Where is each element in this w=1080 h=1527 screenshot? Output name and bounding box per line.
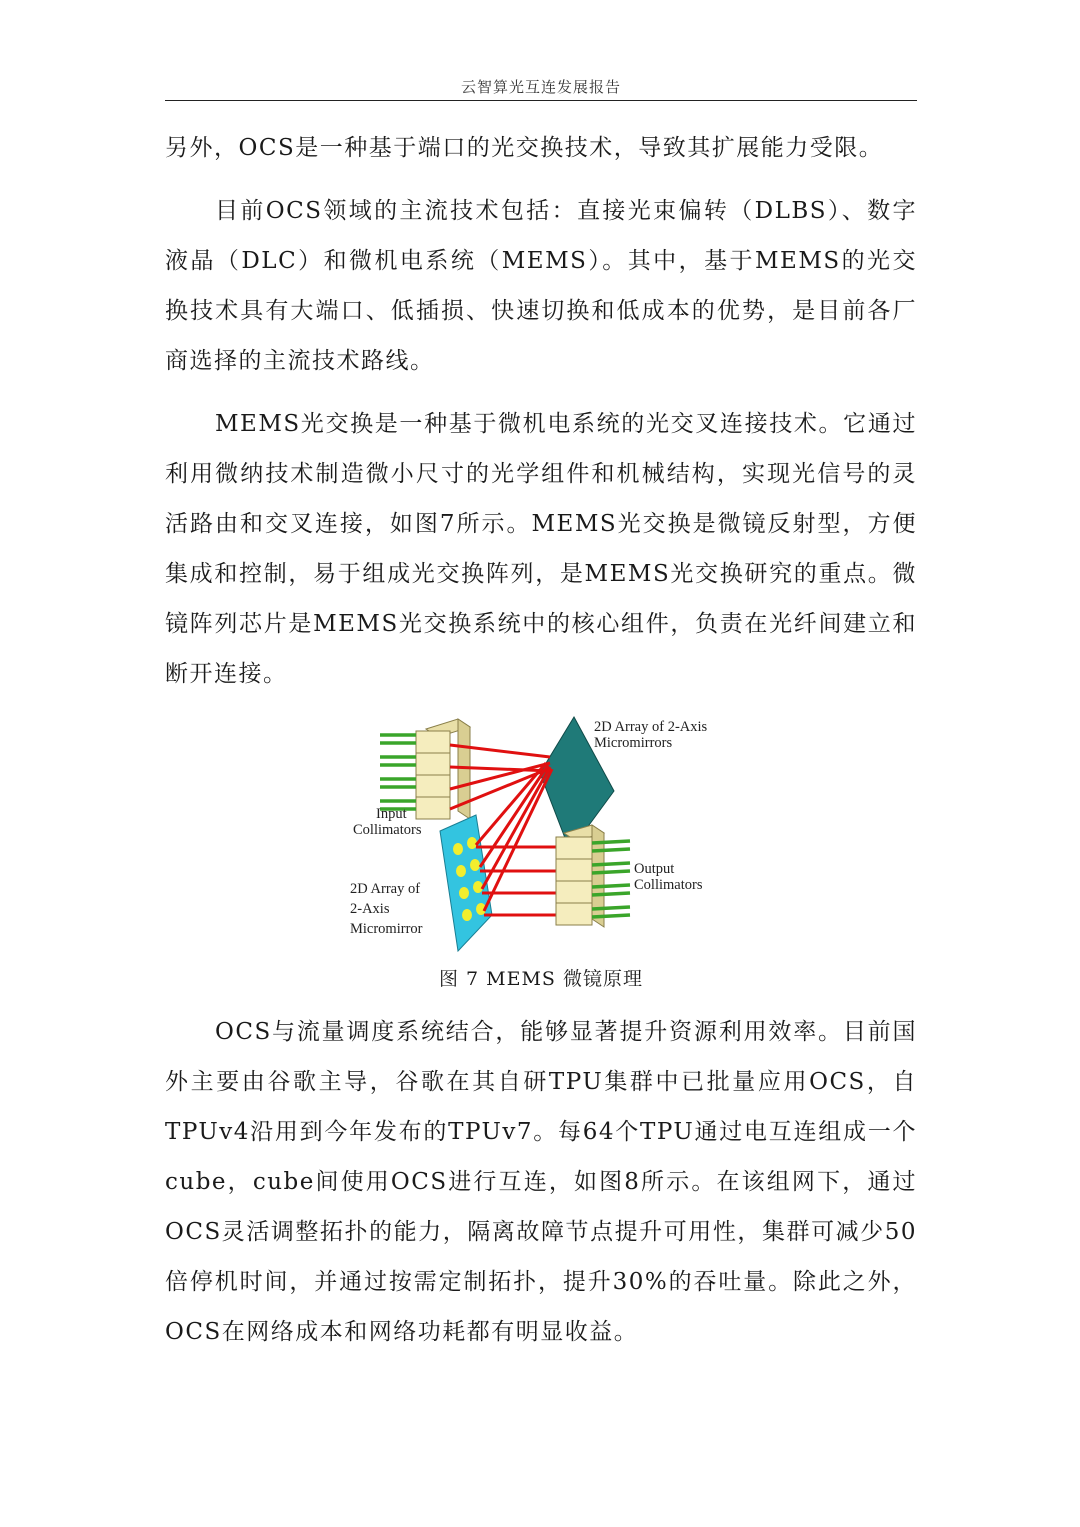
header-rule (165, 100, 917, 101)
mems-micromirror-figure (340, 705, 740, 960)
figure-caption: 图 7 MEMS 微镜原理 (438, 968, 643, 990)
input-fibers (380, 735, 416, 809)
label-output-line2: Collimators (634, 877, 703, 893)
output-collimators (556, 825, 604, 927)
paragraph-ocs-google: OCS与流量调度系统结合，能够显著提升资源利用效率。目前国外主要由谷歌主导，谷歌在其自研TPU集群中已批量应用OCS，自TPUv4沿用到今年发布的TPUv7。每64个TPU通过电互连组成一个cube，cube间使用OCS进行互连，如图8所示。在该组网下，通过OCS灵活调整拓扑的能力，隔离故障节点提升可用性，集群可减少50倍停机时间，并通过按需定制拓扑，提升30%的吞吐量。除此之外，OCS在网络成本和网络功耗都有明显收益。 (165, 1019, 917, 1345)
paragraph-mems-switching: MEMS光交换是一种基于微机电系统的光交叉连接技术。它通过利用微纳技术制造微小尺寸的光学组件和机械结构，实现光信号的灵活路由和交叉连接，如图7所示。MEMS光交换是微镜反射型，方便集成和控制，易于组成光交换阵列，是MEMS光交换研究的重点。微镜阵列芯片是MEMS光交换系统中的核心组件，负责在光纤间建立和断开连接。 (165, 411, 917, 687)
label-input-line1: Input (376, 806, 407, 822)
label-mirror-left-line3: Micromirror (350, 921, 423, 937)
running-header: 云智算光互连发展报告 (460, 78, 621, 96)
label-mirror-top-line1: 2D Array of 2-Axis (594, 719, 708, 735)
label-mirror-left-line2: 2-Axis (350, 901, 390, 917)
label-mirror-top-line2: Micromirrors (594, 735, 673, 751)
label-mirror-left-line1: 2D Array of (350, 881, 421, 897)
label-input-line2: Collimators (353, 822, 422, 838)
label-output-line1: Output (634, 861, 675, 877)
paragraph-ocs-limitation: 另外，OCS是一种基于端口的光交换技术，导致其扩展能力受限。 (165, 135, 884, 161)
paragraph-ocs-technologies: 目前OCS领域的主流技术包括：直接光束偏转（DLBS）、数字液晶（DLC）和微机电系统（MEMS）。其中，基于MEMS的光交换技术具有大端口、低插损、快速切换和低成本的优势，是目前各厂商选择的主流技术路线。 (165, 198, 917, 374)
